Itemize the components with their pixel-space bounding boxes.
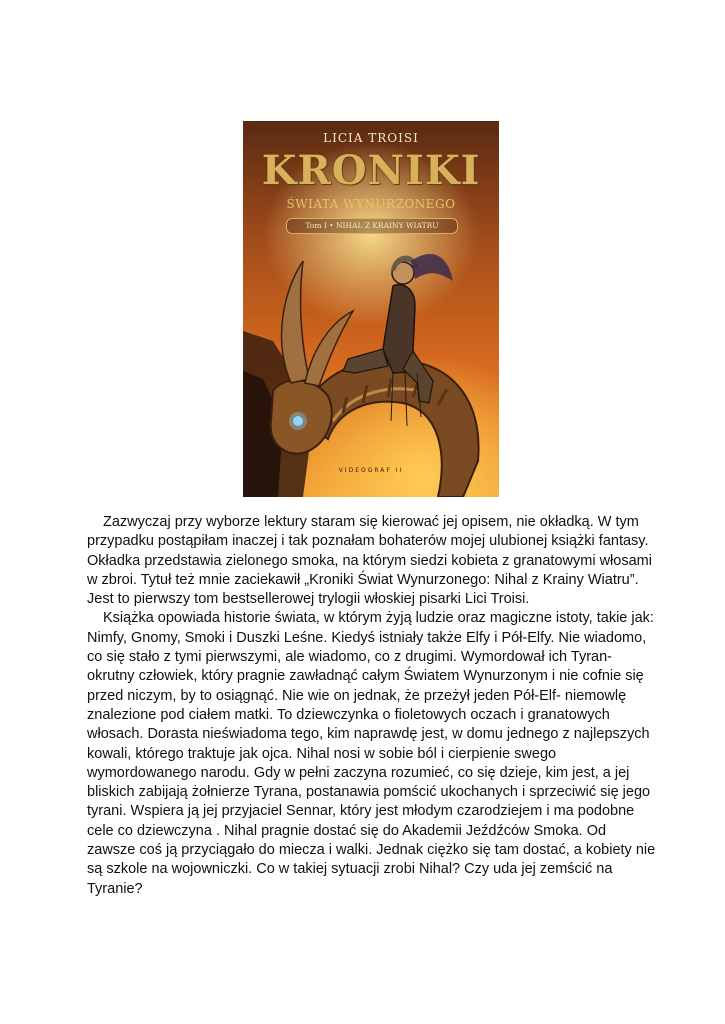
cover-title: KRONIKI xyxy=(261,147,481,194)
paragraph-plot: Książka opowiada historie świata, w którym żyją ludzie oraz magiczne istoty, takie jak: Nimfy, Gnomy, Smoki i Duszki Leśne. Kiedyś istniały także Elfy i Pół-Elfy. Nie wiadomo, co się stało z tymi pierwszymi, ale wiadomo, co z drugimi. Wymordował ich Tyran- okrutny człowiek, który pragnie zawładnąć całym Światem Wynurzonym i nie cofnie się przed niczym, by to osiągnąć. Nie wie on jednak, że przeżył jeden Pół-Elf- niemowlę znalezione pod ciałem matki. To dziewczynka o fioletowych oczach i granatowych włosach. Dorasta nieświadoma tego, kim naprawdę jest, w domu jednego z najlepszych kowali, którego traktuje jak ojca. Nihal nosi w sobie ból i cierpienie swego wymordowanego narodu. Gdy w pełni zaczyna rozumieć, co się dzieje, kim jest, a jej bliskich zabijają żołnierze Tyrana, postanawia pomścić ukochanych i sprzeciwić się jego tyrani. Wspiera ją jej przyjaciel Sennar, który jest młodym czarodziejem i ma podobne cele co dziewczyna . Nihal pragnie dostać się do Akademii Jeźdźców Smoka. Od zawsze coś ją przyciągało do miecza i walki. Jednak ciężko się tam dostać, a kobiety nie są szkole na wojowniczki. Co w takiej sytuacji zrobi Nihal? Czy uda jej zemścić na Tyranie? xyxy=(87,610,656,897)
review-text xyxy=(87,513,657,899)
book-cover-image xyxy=(243,121,499,497)
cover-volume-banner: Tom I • NIHAL Z KRAINY WIATRU xyxy=(286,218,458,234)
cover-subtitle: ŚWIATA WYNURZONEGO xyxy=(286,197,456,211)
paragraph-intro: Zazwyczaj przy wyborze lektury staram się kierować jej opisem, nie okładką. W tym przypadku postąpiłam inaczej i tak poznałam bohaterów mojej ulubionej książki fantasy. Okładka przedstawia zielonego smoka, na którym siedzi kobieta z granatowymi włosami w zbroi. Tytuł też mnie zaciekawił „Kroniki Świat Wynurzonego: Nihal z Krainy Wiatru”. Jest to pierwszy tom bestsellerowej trylogii włoskiej pisarki Lici Troisi. xyxy=(87,514,652,608)
cover-author: LICIA TROISI xyxy=(323,131,419,145)
cover-publisher: VIDEOGRAF II xyxy=(338,467,404,474)
